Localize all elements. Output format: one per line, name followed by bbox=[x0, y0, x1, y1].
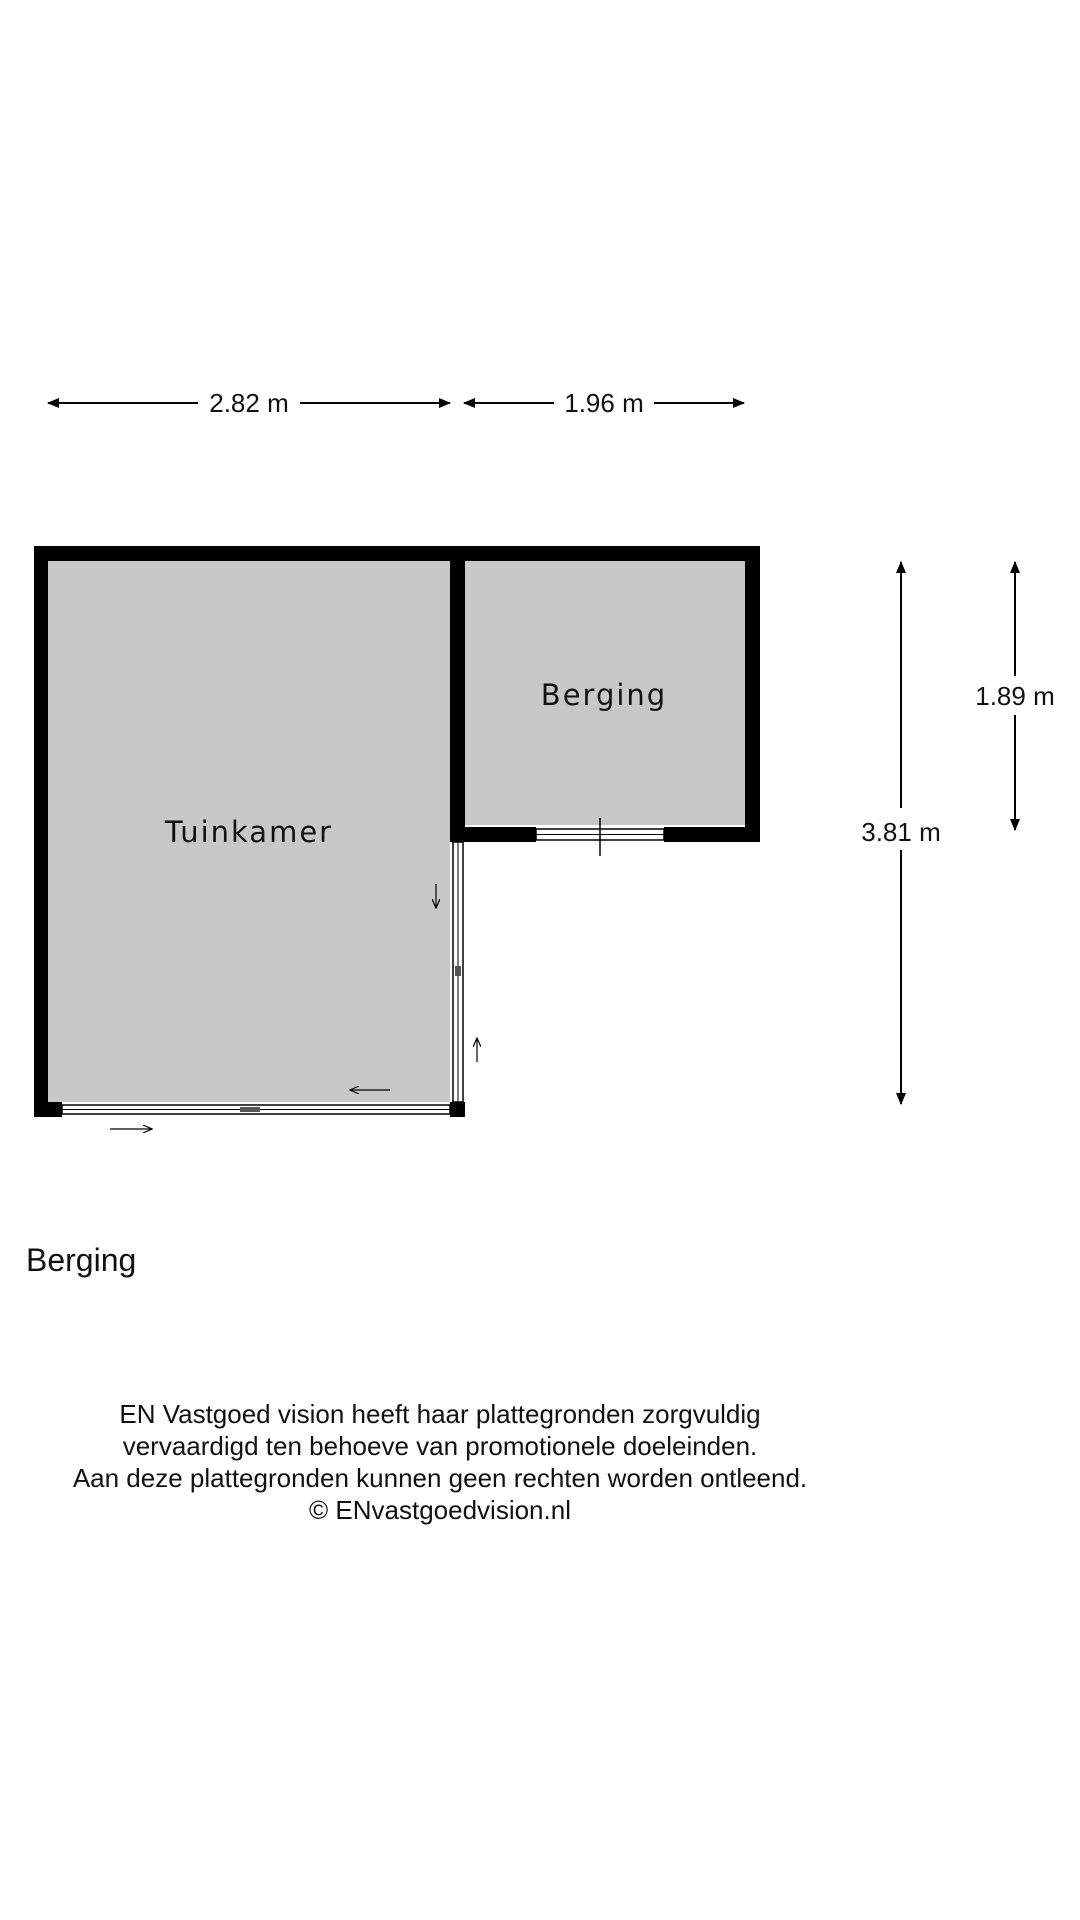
disclaimer-line-4: © ENvastgoedvision.nl bbox=[309, 1495, 571, 1525]
floor-title: Berging bbox=[26, 1242, 137, 1278]
dimension-width-tuinkamer bbox=[48, 388, 450, 418]
sliding-door-bottom bbox=[62, 1105, 450, 1114]
disclaimer bbox=[0, 1398, 880, 1526]
dimension-height-berging bbox=[975, 562, 1055, 830]
disclaimer-line-2: vervaardigd ten behoeve van promotionele doeleinden. bbox=[122, 1431, 758, 1461]
dimension-label-3-81: 3.81 m bbox=[861, 817, 941, 847]
dimension-height-total bbox=[861, 562, 941, 1104]
dimension-label-1-96: 1.96 m bbox=[564, 388, 644, 418]
disclaimer-line-3: Aan deze plattegronden kunnen geen rechten worden ontleend. bbox=[72, 1463, 808, 1493]
dimension-label-2-82: 2.82 m bbox=[209, 388, 289, 418]
sliding-door-right bbox=[453, 842, 463, 1102]
dimension-width-berging bbox=[464, 388, 744, 418]
dimension-label-1-89: 1.89 m bbox=[975, 681, 1055, 711]
room-label-tuinkamer: Tuinkamer bbox=[164, 815, 334, 849]
room-label-berging: Berging bbox=[540, 678, 668, 712]
disclaimer-line-1: EN Vastgoed vision heeft haar plattegronden zorgvuldig bbox=[119, 1399, 761, 1429]
